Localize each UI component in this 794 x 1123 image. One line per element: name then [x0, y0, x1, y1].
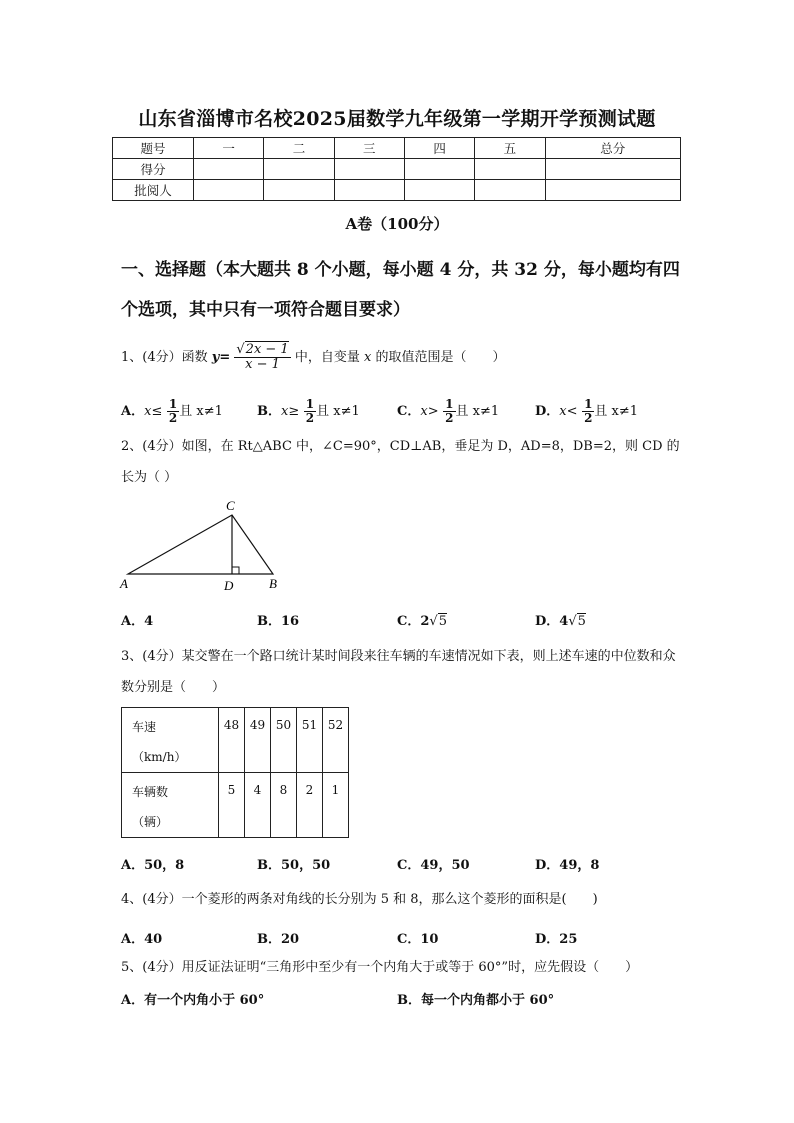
score-header-cell: 三 — [334, 138, 404, 159]
score-row — [113, 159, 681, 180]
q2-option-c[interactable]: C．2√5 — [397, 614, 447, 629]
q1-option-d[interactable]: D．x< $\frac{1}{2}$ 且 x≠1 — [535, 397, 639, 426]
question-2: 2、(4分）如图，在 Rt△ABC 中，∠C=90°，CD⊥AB，垂足为 D，AD=8，DB=2，则 CD 的长为（ ） — [121, 439, 680, 485]
half-numerator: 1 — [168, 397, 178, 411]
q1-y: y — [211, 350, 220, 365]
speed-cell: 51 — [297, 708, 323, 773]
q2-option-b[interactable]: B．16 — [257, 614, 300, 629]
count-cell: 4 — [245, 773, 271, 838]
score-cell[interactable] — [334, 159, 404, 180]
score-header-cell: 题号 — [113, 138, 194, 159]
speed-cell: 49 — [245, 708, 271, 773]
question-5: 5、(4分）用反证法证明“三角形中至少有一个内角大于或等于 60°”时，应先假设（ ） — [121, 960, 639, 975]
score-cell[interactable] — [545, 159, 680, 180]
q4-option-d[interactable]: D．25 — [535, 932, 578, 947]
triangle-figure — [112, 494, 292, 594]
score-table-header-row — [113, 138, 681, 159]
score-row-label: 得分 — [113, 159, 194, 180]
score-table — [112, 137, 681, 201]
reviewer-cell[interactable] — [264, 180, 334, 201]
half-denominator: 2 — [168, 411, 178, 426]
label-c: C — [226, 498, 235, 513]
speed-row-header: 车速 （km/h） — [122, 708, 219, 773]
q1-option-b[interactable]: B．x≥ $\frac{1}{2}$ 且 x≠1 — [257, 397, 360, 426]
score-cell[interactable] — [475, 159, 545, 180]
score-header-cell: 一 — [194, 138, 264, 159]
reviewer-cell[interactable] — [545, 180, 680, 201]
count-row-header: 车辆数 （辆） — [122, 773, 219, 838]
speed-cell: 50 — [271, 708, 297, 773]
speed-cell: 48 — [219, 708, 245, 773]
reviewer-cell[interactable] — [334, 180, 404, 201]
q1-fraction: $\frac{√2x - 1}{x - 1}$ — [236, 341, 289, 372]
q3-option-b[interactable]: B．50，50 — [257, 858, 331, 873]
question-4: 4、(4分）一个菱形的两条对角线的长分别为 5 和 8，那么这个菱形的面积是( ) — [121, 892, 598, 907]
q1-x: x — [364, 350, 372, 365]
q3-option-a[interactable]: A．50，8 — [121, 858, 185, 873]
count-cell: 5 — [219, 773, 245, 838]
score-header-cell: 五 — [475, 138, 545, 159]
triangle-abc — [128, 515, 273, 574]
right-angle-mark — [232, 567, 239, 574]
q4-option-a[interactable]: A．40 — [121, 932, 163, 947]
q5-option-a[interactable]: A．有一个内角小于 60° — [121, 993, 265, 1008]
label-d: D — [224, 578, 234, 593]
reviewer-cell[interactable] — [404, 180, 474, 201]
reviewer-cell[interactable] — [194, 180, 264, 201]
section-1-heading: 一、选择题（本大题共 8 个小题，每小题 4 分，共 32 分，每小题均有四个选项，其中只有一项符合题目要求） — [121, 260, 680, 320]
q4-option-c[interactable]: C．10 — [397, 932, 439, 947]
score-cell[interactable] — [264, 159, 334, 180]
q1-option-c[interactable]: C．x> $\frac{1}{2}$ 且 x≠1 — [397, 397, 500, 426]
count-cell: 1 — [323, 773, 349, 838]
reviewer-cell[interactable] — [475, 180, 545, 201]
score-cell[interactable] — [194, 159, 264, 180]
score-header-cell: 二 — [264, 138, 334, 159]
q3-option-c[interactable]: C．49，50 — [397, 858, 470, 873]
q3-option-d[interactable]: D．49，8 — [535, 858, 600, 873]
score-cell[interactable] — [404, 159, 474, 180]
reviewer-row — [113, 180, 681, 201]
q2-option-d[interactable]: D．4√5 — [535, 614, 586, 629]
count-cell: 2 — [297, 773, 323, 838]
q1-option-a[interactable]: A．x≤ $\frac{1}{2}$ 且 x≠1 — [121, 397, 223, 426]
count-row — [122, 773, 349, 838]
q4-option-b[interactable]: B．20 — [257, 932, 300, 947]
q1-suffix: 中，自变量 — [294, 350, 360, 365]
reviewer-row-label: 批阅人 — [113, 180, 194, 201]
label-b: B — [269, 576, 277, 591]
q1-numerator: 2x − 1 — [245, 341, 289, 357]
q2-option-a[interactable]: A．4 — [121, 614, 154, 629]
q1-eq: = — [219, 350, 231, 365]
speed-row — [122, 708, 349, 773]
q1-suffix2: 的取值范围是（ ） — [375, 350, 506, 365]
q1-prefix: 1、(4分）函数 — [121, 350, 208, 365]
q5-option-b[interactable]: B．每一个内角都小于 60° — [397, 993, 555, 1008]
volume-a-heading: A卷（100分） — [345, 215, 449, 233]
speed-table — [121, 707, 349, 838]
label-a: A — [120, 576, 128, 591]
score-header-cell: 四 — [404, 138, 474, 159]
q1-denominator: x − 1 — [245, 357, 280, 372]
count-cell: 8 — [271, 773, 297, 838]
speed-cell: 52 — [323, 708, 349, 773]
score-header-cell: 总分 — [545, 138, 680, 159]
question-3: 3、(4分）某交警在一个路口统计某时间段来往车辆的车速情况如下表，则上述车速的中位数和众数分别是（ ） — [121, 649, 676, 695]
question-1 — [121, 341, 681, 375]
page-title: 山东省淄博市名校2025届数学九年级第一学期开学预测试题 — [138, 108, 656, 130]
